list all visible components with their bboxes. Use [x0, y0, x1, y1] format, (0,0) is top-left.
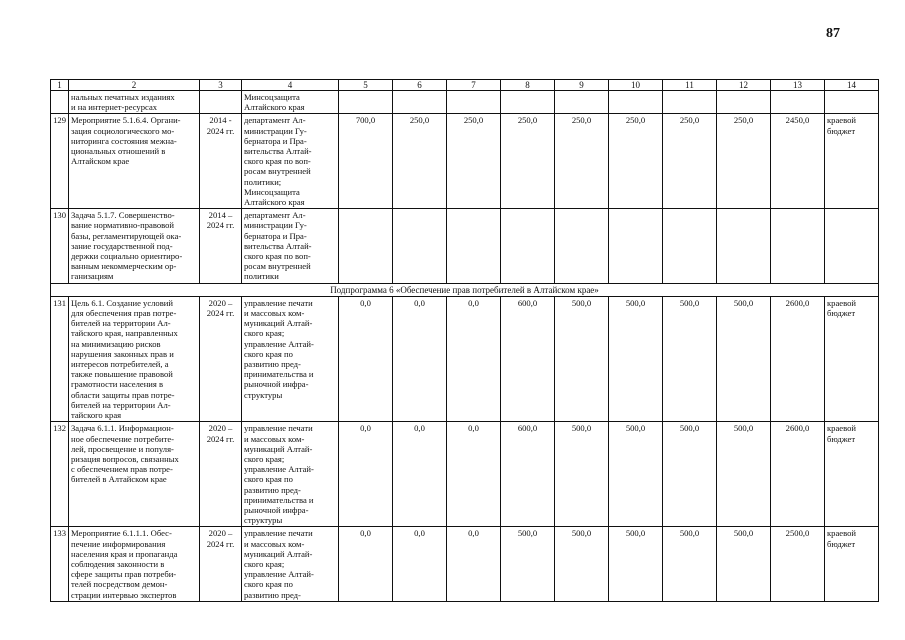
column-number: 4	[242, 80, 339, 91]
row-value: 0,0	[447, 527, 501, 601]
row-value: 2450,0	[771, 114, 825, 209]
row-value: 250,0	[663, 114, 717, 209]
row-value: 0,0	[447, 422, 501, 527]
row-period	[200, 91, 242, 114]
table-row	[51, 91, 879, 114]
row-value	[393, 209, 447, 283]
row-value	[771, 209, 825, 283]
row-value: 600,0	[501, 422, 555, 527]
row-value	[555, 209, 609, 283]
table-row	[51, 422, 879, 527]
row-period: 2020 – 2024 гг.	[200, 296, 242, 421]
table-row	[51, 209, 879, 283]
row-source: краевой бюджет	[825, 527, 879, 601]
page-number: 87	[826, 26, 840, 41]
row-executor: управление печати и массовых ком- муникаций Алтай- ского края; управление Алтай- ского края по развитию пред- принимательства и рыночной инфра- структуры	[242, 422, 339, 527]
column-number: 2	[69, 80, 200, 91]
row-value: 500,0	[501, 527, 555, 601]
column-number: 5	[339, 80, 393, 91]
table-row	[51, 296, 879, 421]
row-executor: департамент Ал- министрации Гу- бернатора и Пра- вительства Алтай- ского края по воп- росам внутренней политики; Минсоцзащита Алтайского края	[242, 114, 339, 209]
row-executor: управление печати и массовых ком- муникаций Алтай- ского края; управление Алтай- ского края по развитию пред- принимательства и рыночной инфра- структуры	[242, 296, 339, 421]
column-number: 14	[825, 80, 879, 91]
row-value	[447, 209, 501, 283]
section-title: Подпрограмма 6 «Обеспечение прав потребителей в Алтайском крае»	[51, 283, 879, 296]
row-number: 129	[51, 114, 69, 209]
row-name: Мероприятие 6.1.1.1. Обес- печение информирования населения края и пропаганда соблюдения законности в сфере защиты прав потреби- телей посредством демон- страции интервью экспертов	[69, 527, 200, 601]
row-value	[501, 91, 555, 114]
column-number: 8	[501, 80, 555, 91]
row-value: 600,0	[501, 296, 555, 421]
row-executor: управление печати и массовых ком- муникаций Алтай- ского края; управление Алтай- ского края по развитию пред-	[242, 527, 339, 601]
row-value: 500,0	[609, 527, 663, 601]
row-name: Мероприятие 5.1.6.4. Органи- зация социологического мо- ниторинга состояния межна- циональных отношений в Алтайском крае	[69, 114, 200, 209]
row-period: 2020 – 2024 гг.	[200, 527, 242, 601]
row-value: 500,0	[663, 422, 717, 527]
column-number: 9	[555, 80, 609, 91]
table-row	[51, 527, 879, 601]
row-value: 0,0	[339, 422, 393, 527]
row-value	[555, 91, 609, 114]
row-value	[609, 91, 663, 114]
row-value: 500,0	[555, 296, 609, 421]
row-value: 700,0	[339, 114, 393, 209]
row-value: 0,0	[339, 527, 393, 601]
row-value	[717, 91, 771, 114]
row-executor: Минсоцзащита Алтайского края	[242, 91, 339, 114]
row-period: 2020 – 2024 гг.	[200, 422, 242, 527]
row-value: 250,0	[447, 114, 501, 209]
row-value: 0,0	[393, 296, 447, 421]
budget-table	[50, 79, 879, 602]
row-value: 500,0	[717, 527, 771, 601]
row-value: 250,0	[393, 114, 447, 209]
row-number: 133	[51, 527, 69, 601]
row-value: 250,0	[609, 114, 663, 209]
column-number: 11	[663, 80, 717, 91]
column-number: 3	[200, 80, 242, 91]
row-value	[339, 209, 393, 283]
column-number: 10	[609, 80, 663, 91]
row-number: 131	[51, 296, 69, 421]
row-value	[663, 91, 717, 114]
row-name: Задача 6.1.1. Информацион- ное обеспечение потребите- лей, просвещение и популя- ризация вопросов, связанных с обеспечением прав потре- бителей в Алтайском крае	[69, 422, 200, 527]
row-value: 0,0	[393, 422, 447, 527]
row-period: 2014 – 2024 гг.	[200, 209, 242, 283]
row-value	[663, 209, 717, 283]
row-value	[717, 209, 771, 283]
row-period: 2014 - 2024 гг.	[200, 114, 242, 209]
row-value: 250,0	[501, 114, 555, 209]
row-value	[339, 91, 393, 114]
row-value: 0,0	[447, 296, 501, 421]
column-number: 1	[51, 80, 69, 91]
row-source	[825, 91, 879, 114]
row-value: 500,0	[717, 422, 771, 527]
row-value	[393, 91, 447, 114]
column-number: 13	[771, 80, 825, 91]
row-value: 0,0	[393, 527, 447, 601]
row-number: 132	[51, 422, 69, 527]
row-value: 250,0	[555, 114, 609, 209]
row-value: 250,0	[717, 114, 771, 209]
row-value: 500,0	[663, 296, 717, 421]
row-value	[609, 209, 663, 283]
row-number	[51, 91, 69, 114]
row-value: 0,0	[339, 296, 393, 421]
row-value: 2600,0	[771, 296, 825, 421]
row-name: Цель 6.1. Создание условий для обеспечения прав потре- бителей на территории Ал- тайского края, направленных на минимизацию рисков нарушения законных прав и интересов потребителей, а также повышение правовой грамотности населения в области защиты прав потре- бителей на территории Ал- тайского края	[69, 296, 200, 421]
row-source: краевой бюджет	[825, 296, 879, 421]
row-value: 500,0	[717, 296, 771, 421]
row-name: Задача 5.1.7. Совершенство- вание нормативно-правовой базы, регламентирующей ока- зание государственной под- держки социально ориентиро- ванным некоммерческим ор- ганизациям	[69, 209, 200, 283]
row-executor: департамент Ал- министрации Гу- бернатора и Пра- вительства Алтай- ского края по воп- росам внутренней политики	[242, 209, 339, 283]
row-value: 2500,0	[771, 527, 825, 601]
column-number: 7	[447, 80, 501, 91]
column-number: 12	[717, 80, 771, 91]
row-value: 500,0	[555, 422, 609, 527]
section-row	[51, 283, 879, 296]
row-value: 500,0	[609, 422, 663, 527]
row-value	[501, 209, 555, 283]
row-value: 500,0	[555, 527, 609, 601]
column-number: 6	[393, 80, 447, 91]
row-name: нальных печатных изданиях и на интернет-ресурсах	[69, 91, 200, 114]
column-number-row	[51, 80, 879, 91]
row-source: краевой бюджет	[825, 422, 879, 527]
row-source: краевой бюджет	[825, 114, 879, 209]
row-value: 500,0	[663, 527, 717, 601]
row-value	[771, 91, 825, 114]
row-value	[447, 91, 501, 114]
row-number: 130	[51, 209, 69, 283]
table-row	[51, 114, 879, 209]
row-value: 2600,0	[771, 422, 825, 527]
row-source	[825, 209, 879, 283]
row-value: 500,0	[609, 296, 663, 421]
